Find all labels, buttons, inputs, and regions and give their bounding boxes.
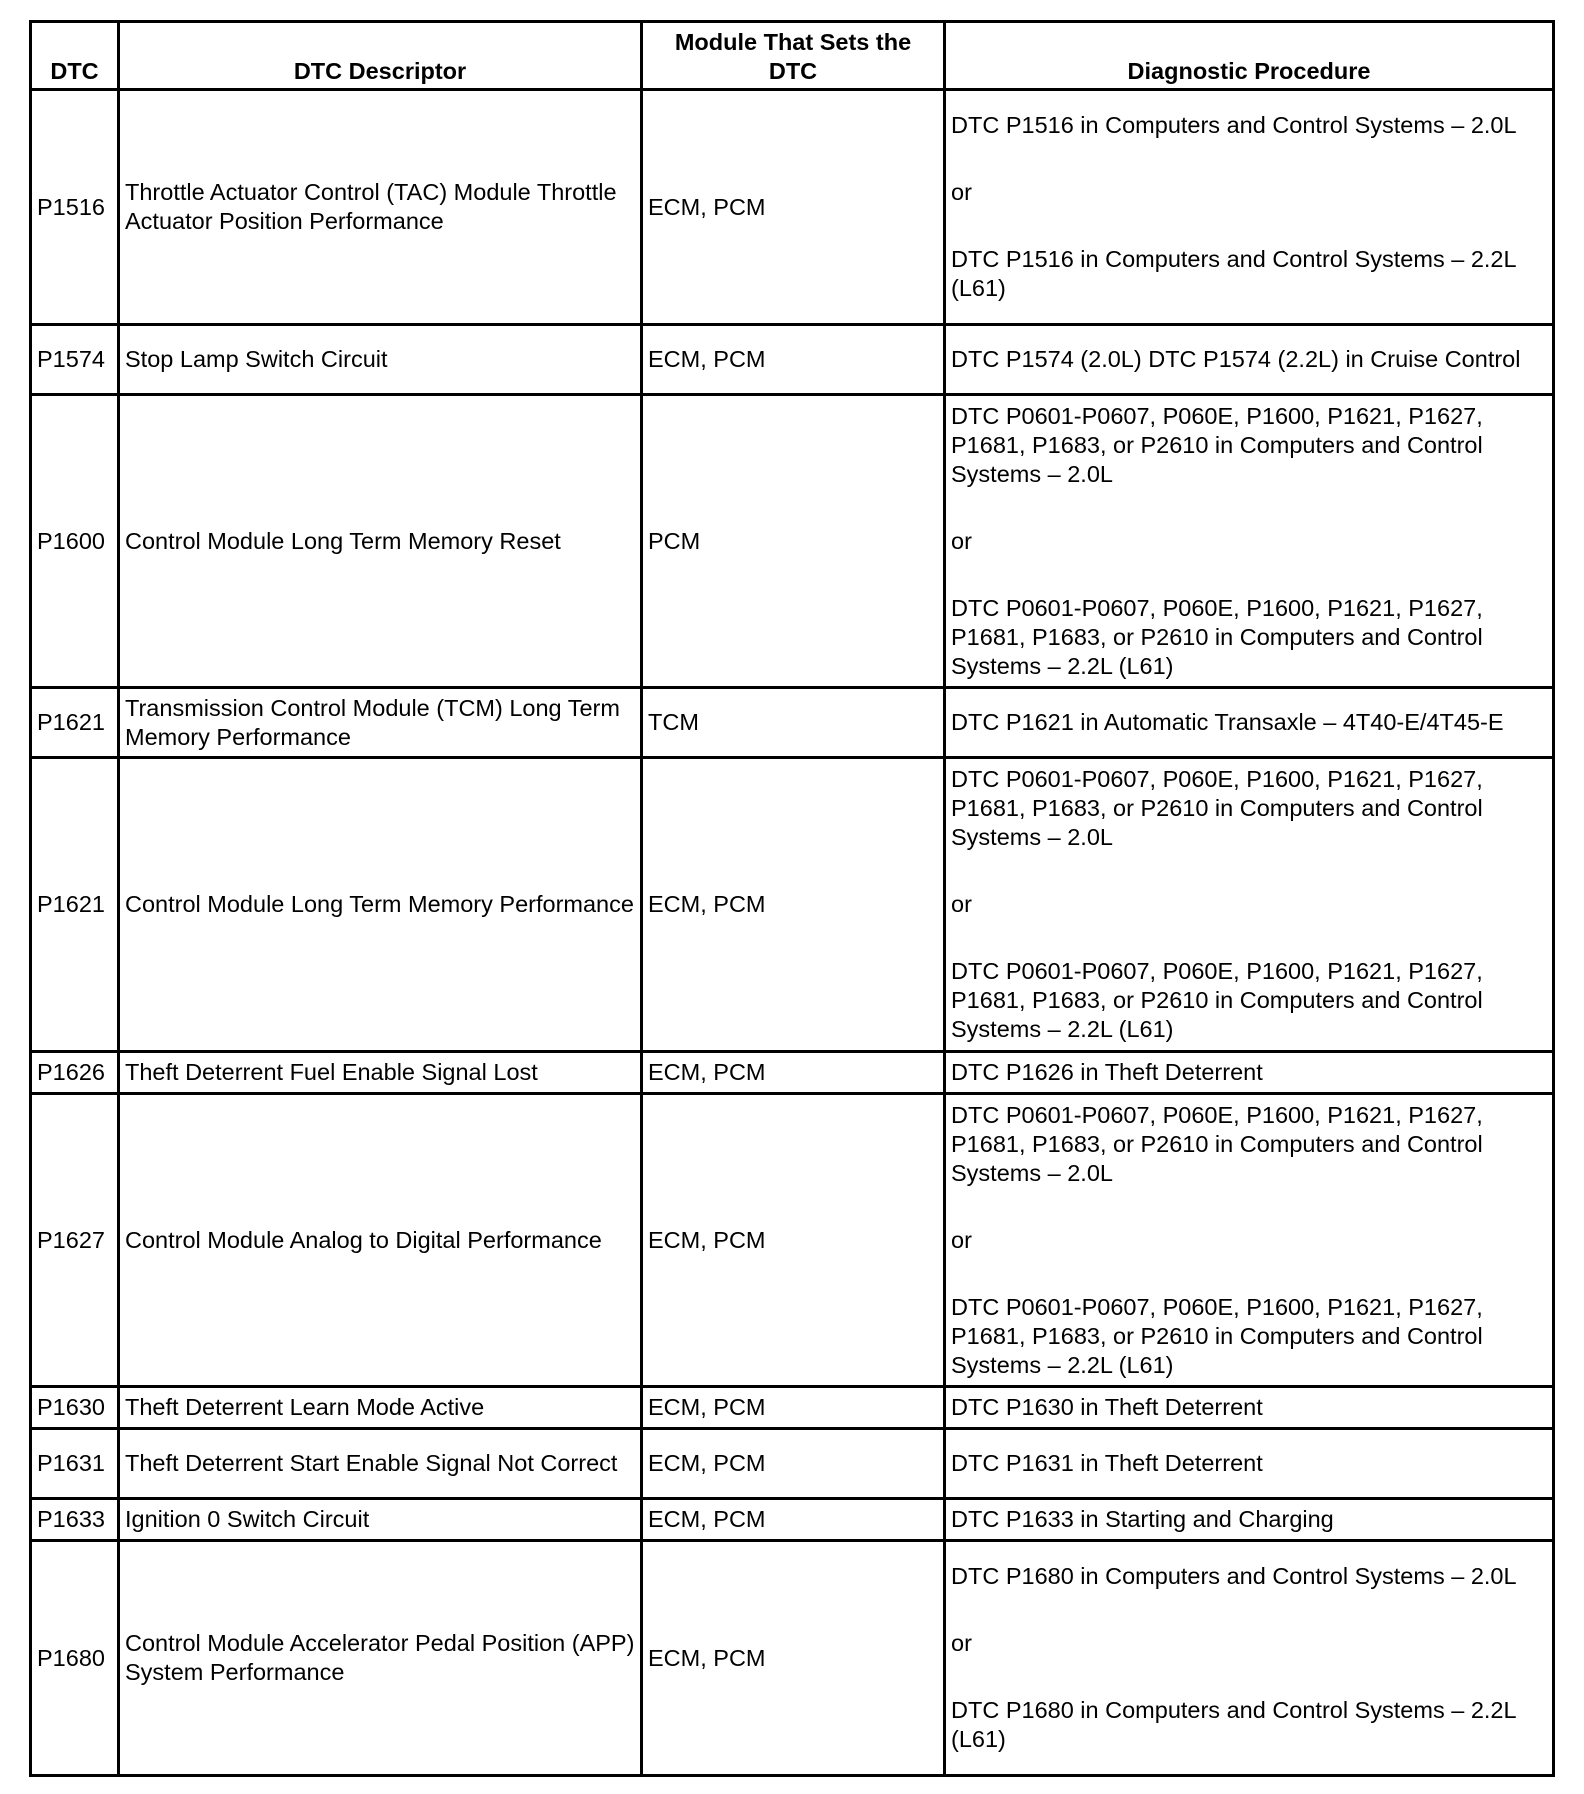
table-row: [31, 1429, 1554, 1499]
diagnostic-procedure: [945, 688, 1554, 758]
diagnostic-procedure: [945, 1094, 1554, 1387]
procedure-or: or: [951, 179, 972, 205]
dtc-descriptor: Throttle Actuator Control (TAC) Module Throttle Actuator Position Performance: [119, 90, 642, 325]
diagnostic-procedure: [945, 758, 1554, 1052]
dtc-module: ECM, PCM: [642, 325, 945, 395]
table-row: [31, 1387, 1554, 1429]
dtc-code: P1631: [31, 1429, 119, 1499]
procedure-part: DTC P0601-P0607, P060E, P1600, P1621, P1627, P1681, P1683, or P2610 in Computers and Control Systems – 2.2L (L61): [951, 594, 1483, 679]
dtc-module: ECM, PCM: [642, 758, 945, 1052]
dtc-code: P1633: [31, 1499, 119, 1541]
procedure-part: DTC P0601-P0607, P060E, P1600, P1621, P1627, P1681, P1683, or P2610 in Computers and Control Systems – 2.0L: [951, 402, 1483, 487]
dtc-module: PCM: [642, 395, 945, 688]
header-dtc: DTC: [31, 22, 119, 90]
procedure-part: DTC P1626 in Theft Deterrent: [951, 1059, 1263, 1085]
diagnostic-procedure: [945, 1387, 1554, 1429]
dtc-code: P1626: [31, 1052, 119, 1094]
diagnostic-procedure: [945, 1429, 1554, 1499]
table-row: [31, 1541, 1554, 1776]
procedure-part: DTC P1516 in Computers and Control Systems – 2.2L (L61): [951, 246, 1516, 301]
diagnostic-procedure: [945, 1499, 1554, 1541]
dtc-descriptor: Control Module Long Term Memory Reset: [119, 395, 642, 688]
header-diagnostic-procedure: Diagnostic Procedure: [945, 22, 1554, 90]
dtc-code: P1600: [31, 395, 119, 688]
procedure-or: or: [951, 527, 972, 554]
dtc-module: ECM, PCM: [642, 1052, 945, 1094]
procedure-part: DTC P1516 in Computers and Control Systems – 2.0L: [951, 112, 1517, 138]
dtc-code: P1621: [31, 758, 119, 1052]
procedure-part: DTC P1621 in Automatic Transaxle – 4T40-E/4T45-E: [951, 709, 1504, 735]
table-header-row: [31, 22, 1554, 90]
header-module: Module That Sets the DTC: [642, 22, 945, 90]
dtc-module: ECM, PCM: [642, 1094, 945, 1387]
dtc-code: P1630: [31, 1387, 119, 1429]
dtc-descriptor: Control Module Accelerator Pedal Position (APP) System Performance: [119, 1541, 642, 1776]
table-row: [31, 688, 1554, 758]
dtc-module: ECM, PCM: [642, 1429, 945, 1499]
dtc-code: P1627: [31, 1094, 119, 1387]
table-row: [31, 325, 1554, 395]
dtc-module: ECM, PCM: [642, 90, 945, 325]
diagnostic-procedure: [945, 325, 1554, 395]
procedure-or: or: [951, 1630, 972, 1656]
procedure-or: or: [951, 891, 972, 917]
procedure-part: DTC P0601-P0607, P060E, P1600, P1621, P1627, P1681, P1683, or P2610 in Computers and Control Systems – 2.0L: [951, 766, 1483, 850]
procedure-part: DTC P1574 (2.0L) DTC P1574 (2.2L) in Cruise Control: [951, 346, 1521, 372]
table-row: [31, 395, 1554, 688]
procedure-part: DTC P0601-P0607, P060E, P1600, P1621, P1627, P1681, P1683, or P2610 in Computers and Control Systems – 2.2L (L61): [951, 958, 1483, 1042]
table-row: [31, 1052, 1554, 1094]
dtc-code: P1574: [31, 325, 119, 395]
dtc-descriptor: Transmission Control Module (TCM) Long Term Memory Performance: [119, 688, 642, 758]
table-row: [31, 758, 1554, 1052]
diagnostic-procedure: [945, 90, 1554, 325]
dtc-descriptor: Ignition 0 Switch Circuit: [119, 1499, 642, 1541]
dtc-module: TCM: [642, 688, 945, 758]
procedure-part: DTC P1631 in Theft Deterrent: [951, 1450, 1263, 1476]
diagnostic-procedure: [945, 1052, 1554, 1094]
procedure-part: DTC P1680 in Computers and Control Systems – 2.0L: [951, 1563, 1517, 1589]
diagnostic-procedure: [945, 1541, 1554, 1776]
dtc-code: P1516: [31, 90, 119, 325]
dtc-code: P1621: [31, 688, 119, 758]
procedure-part: DTC P0601-P0607, P060E, P1600, P1621, P1627, P1681, P1683, or P2610 in Computers and Control Systems – 2.2L (L61): [951, 1293, 1483, 1378]
dtc-descriptor: Stop Lamp Switch Circuit: [119, 325, 642, 395]
dtc-module: ECM, PCM: [642, 1541, 945, 1776]
dtc-descriptor: Theft Deterrent Start Enable Signal Not Correct: [119, 1429, 642, 1499]
dtc-module: ECM, PCM: [642, 1387, 945, 1429]
diagnostic-procedure: [945, 395, 1554, 688]
dtc-descriptor: Theft Deterrent Fuel Enable Signal Lost: [119, 1052, 642, 1094]
dtc-descriptor: Theft Deterrent Learn Mode Active: [119, 1387, 642, 1429]
table-row: [31, 1094, 1554, 1387]
dtc-module: ECM, PCM: [642, 1499, 945, 1541]
procedure-part: DTC P1630 in Theft Deterrent: [951, 1394, 1263, 1420]
dtc-descriptor: Control Module Long Term Memory Performance: [119, 758, 642, 1052]
table-row: [31, 1499, 1554, 1541]
procedure-part: DTC P0601-P0607, P060E, P1600, P1621, P1627, P1681, P1683, or P2610 in Computers and Control Systems – 2.0L: [951, 1101, 1483, 1186]
dtc-descriptor: Control Module Analog to Digital Performance: [119, 1094, 642, 1387]
header-dtc-descriptor: DTC Descriptor: [119, 22, 642, 90]
procedure-part: DTC P1633 in Starting and Charging: [951, 1506, 1334, 1532]
dtc-table: [29, 20, 1555, 1777]
dtc-code: P1680: [31, 1541, 119, 1776]
procedure-part: DTC P1680 in Computers and Control Systems – 2.2L (L61): [951, 1697, 1516, 1752]
procedure-or: or: [951, 1226, 972, 1253]
table-row: [31, 90, 1554, 325]
